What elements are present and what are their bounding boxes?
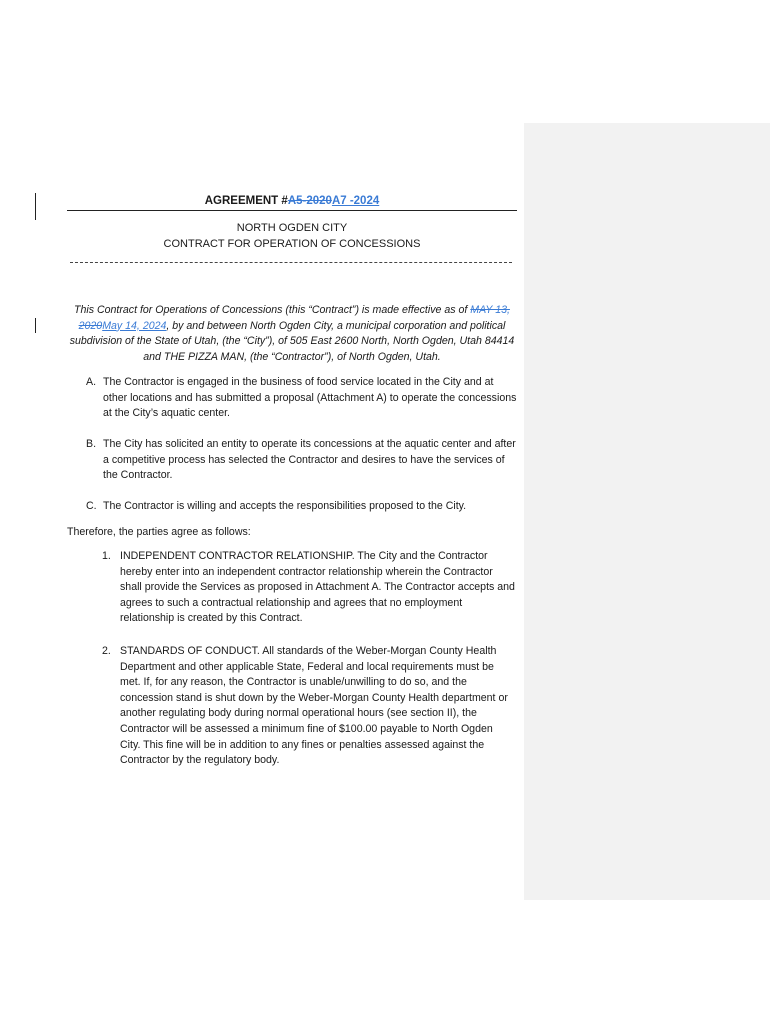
clause-marker: 1. <box>102 550 111 562</box>
separator-line <box>70 262 512 263</box>
contract-subtitle: CONTRACT FOR OPERATION OF CONCESSIONS <box>163 238 421 250</box>
clause-text: INDEPENDENT CONTRACTOR RELATIONSHIP. The City and the Contractor hereby enter into an independent contractor relationship wherein the Contractor shall provide the Services as proposed in Attachment A. The Contractor accepts and agrees to such a contractual relationship and agrees that no employment relationship is created by this Contract. <box>120 550 515 625</box>
recital-marker: A. <box>86 376 97 388</box>
intro-text-1: This Contract for Operations of Concessions (this “Contract”) is made effective as of <box>74 304 468 316</box>
title-inserted-number: A7 -2024 <box>331 195 380 207</box>
title-rule <box>67 210 517 211</box>
intro-text-2: , by and between North Ogden City, a municipal corporation and political subdivision of the State of Utah, (the “City”), of 505 East 2600 North, North Ogden, Utah 84414 and THE PIZZA MAN, (the “Contractor”), of North Ogden, Utah. <box>69 319 515 363</box>
city-name: NORTH OGDEN CITY <box>236 222 348 234</box>
recital-text: The Contractor is engaged in the business of food service located in the City and at other locations and has submitted a proposal (Attachment A) to operate the concessions at the City’s aquatic center. <box>103 376 517 420</box>
recital-marker: B. <box>86 438 97 450</box>
intro-inserted-date: May 14, 2024 <box>102 319 167 332</box>
intro-paragraph <box>67 303 517 365</box>
change-bar <box>35 318 36 333</box>
intro-deleted-date: MAY 13, 2020 <box>78 304 510 332</box>
change-bar <box>35 193 36 220</box>
clause-marker: 2. <box>102 645 111 657</box>
recital-marker: C. <box>86 500 97 512</box>
clause-text: STANDARDS OF CONDUCT. All standards of the Weber-Morgan County Health Department and other applicable State, Federal and local requirements must be met. If, for any reason, the Contractor is unable/unwilling to do so, and the concession stand is shut down by the Weber-Morgan County Health department or another regulating body during normal operational hours (see section II), the Contractor will be assessed a minimum fine of $100.00 payable to North Ogden City. This fine will be in addition to any fines or penalties assessed against the Contractor by the regulatory body. <box>120 645 508 767</box>
recital-text: The Contractor is willing and accepts the responsibilities proposed to the City. <box>103 500 467 512</box>
title-deleted-number: A5-2020 <box>287 195 332 207</box>
comment-margin-pane <box>524 123 770 900</box>
therefore-text: Therefore, the parties agree as follows: <box>67 526 251 538</box>
title-prefix: AGREEMENT # <box>204 195 288 207</box>
agreement-title <box>67 195 517 207</box>
recital-text: The City has solicited an entity to operate its concessions at the aquatic center and after a competitive process has selected the Contractor and desires to have the services of the Contractor. <box>103 438 516 482</box>
